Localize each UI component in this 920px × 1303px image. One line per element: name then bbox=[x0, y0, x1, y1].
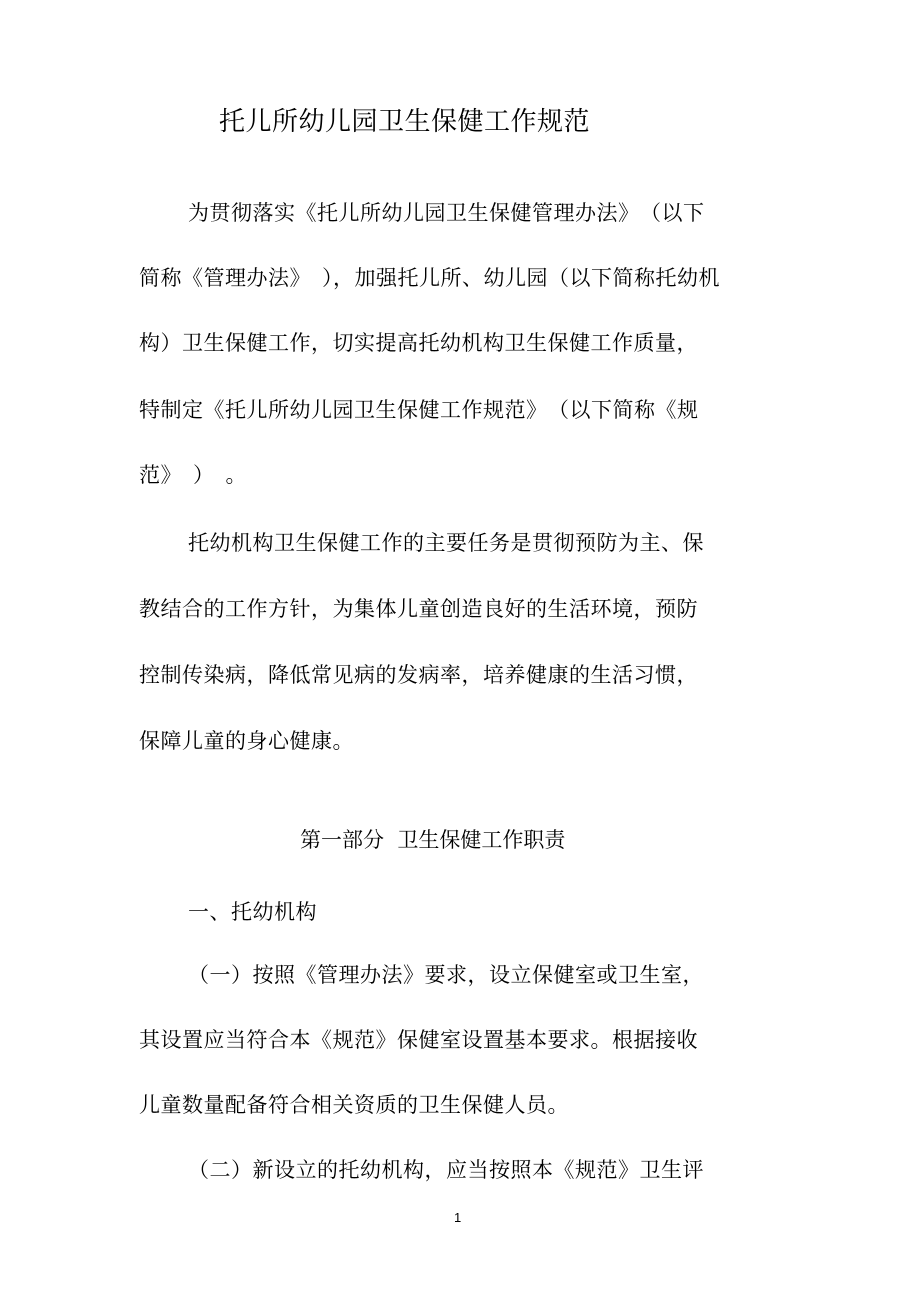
paragraph-1-line-2: 简称《管理办法》 ），加强托儿所、幼儿园（以下简称托幼机 bbox=[139, 266, 720, 290]
item-1-line-1: （一）按照《管理办法》要求，设立保健室或卫生室， bbox=[188, 963, 704, 987]
subsection-title: 一、托幼机构 bbox=[188, 900, 317, 924]
paragraph-1-line-3: 构）卫生保健工作，切实提高托幼机构卫生保健工作质量， bbox=[139, 331, 698, 355]
item-2-line-1: （二）新设立的托幼机构，应当按照本《规范》卫生评 bbox=[188, 1158, 704, 1182]
paragraph-1-line-4: 特制定《托儿所幼儿园卫生保健工作规范》 （以下简称《规 bbox=[139, 398, 699, 422]
paragraph-2-line-3: 控制传染病，降低常见病的发病率，培养健康的生活习惯， bbox=[139, 663, 698, 687]
item-1-line-2: 其设置应当符合本《规范》保健室设置基本要求。根据接收 bbox=[139, 1028, 698, 1052]
paragraph-2-line-1: 托幼机构卫生保健工作的主要任务是贯彻预防为主、保 bbox=[188, 531, 704, 555]
page-number: 1 bbox=[454, 1210, 462, 1225]
section-title: 第一部分 卫生保健工作职责 bbox=[300, 828, 566, 852]
paragraph-2-line-4: 保障儿童的身心健康。 bbox=[139, 729, 354, 753]
paragraph-1-line-1: 为贯彻落实《托儿所幼儿园卫生保健管理办法》 （以下 bbox=[188, 201, 705, 225]
paragraph-1-line-5: 范》 ） 。 bbox=[139, 463, 247, 487]
paragraph-2-line-2: 教结合的工作方针，为集体儿童创造良好的生活环境，预防 bbox=[139, 597, 698, 621]
item-1-line-3: 儿童数量配备符合相关资质的卫生保健人员。 bbox=[139, 1093, 569, 1117]
document-title: 托儿所幼儿园卫生保健工作规范 bbox=[219, 107, 591, 137]
